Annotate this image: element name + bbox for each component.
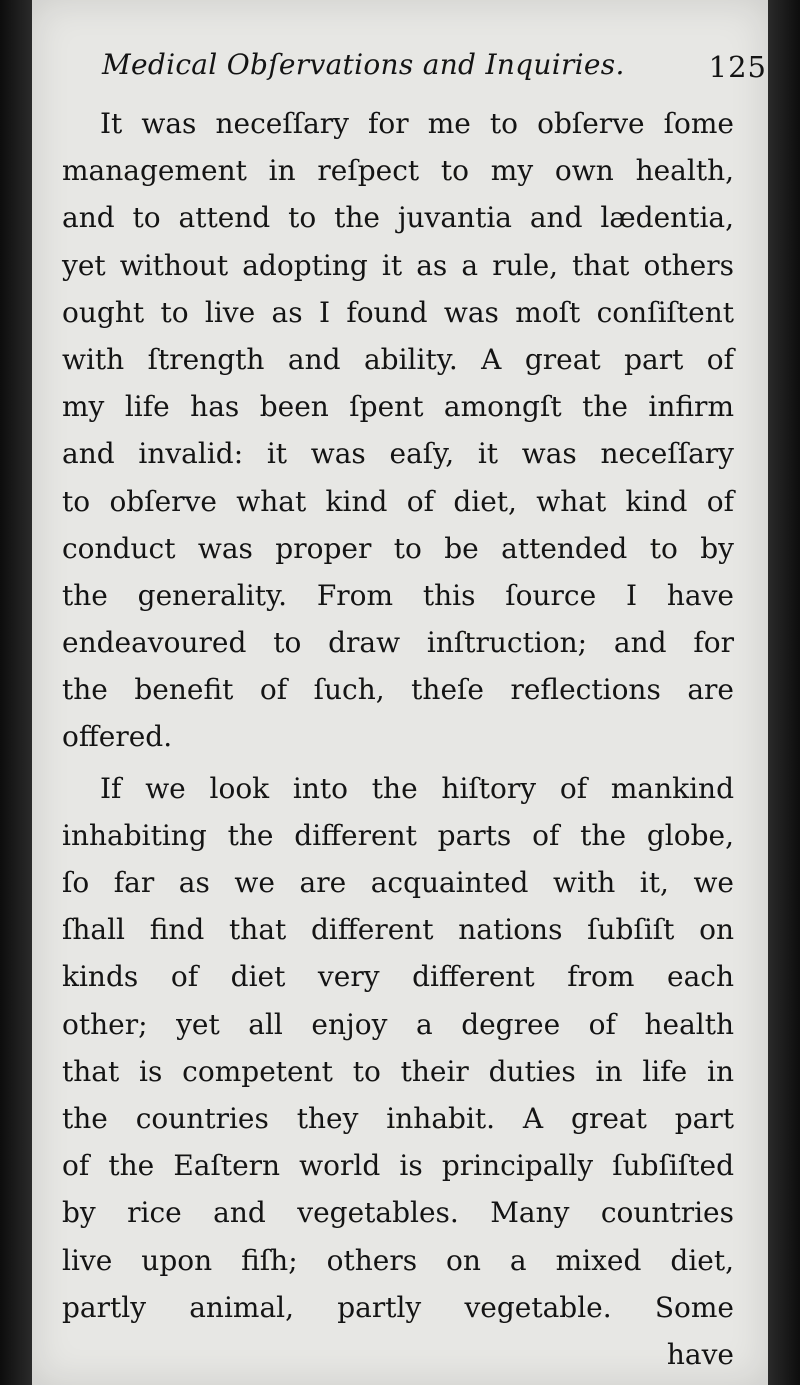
- text-line: If we look into the hiſtory of mankind: [100, 771, 734, 805]
- text-line: live upon fiſh; others on a mixed diet,: [62, 1243, 734, 1277]
- scan-left-border: [0, 0, 32, 1385]
- text-line: other; yet all enjoy a degree of health: [62, 1007, 734, 1041]
- catchword: have: [666, 1337, 734, 1371]
- scan-right-border: [768, 0, 800, 1385]
- text-line: partly animal, partly vegetable. Some: [62, 1290, 734, 1324]
- text-line: my life has been ſpent amongſt the infirm: [62, 390, 734, 424]
- text-line: to obſerve what kind of diet, what kind of: [62, 484, 734, 518]
- text-line: inhabiting the different parts of the globe,: [62, 818, 734, 852]
- page-number: 125: [708, 50, 767, 84]
- text-line: by rice and vegetables. Many countries: [62, 1196, 734, 1230]
- paragraph-1: [62, 100, 734, 761]
- body-text: [62, 100, 734, 1378]
- book-page: [32, 0, 768, 1385]
- text-line: ſhall find that different nations ſubſiſt on: [62, 913, 734, 947]
- text-line: that is competent to their duties in life in: [62, 1054, 734, 1088]
- text-line: conduct was proper to be attended to by: [62, 531, 734, 565]
- text-line: It was neceſſary for me to obſerve ſome: [100, 107, 734, 140]
- text-line: of the Eaſtern world is principally ſubſiſted: [62, 1149, 734, 1183]
- text-line: the benefit of ſuch, theſe reflections are: [62, 673, 734, 707]
- running-title: Medical Obſervations and Inquiries.: [102, 48, 625, 81]
- text-line: endeavoured to draw inſtruction; and for: [62, 626, 734, 660]
- text-line: offered.: [62, 720, 173, 754]
- paragraph-2: [62, 765, 734, 1378]
- text-line: and invalid: it was eaſy, it was neceſſary: [62, 437, 734, 471]
- text-line: the countries they inhabit. A great part: [62, 1101, 734, 1135]
- text-line: with ſtrength and ability. A great part of: [62, 342, 734, 376]
- text-line: ought to live as I found was moſt conſiſtent: [62, 295, 734, 329]
- page-header: [102, 42, 767, 94]
- text-line: ſo far as we are acquainted with it, we: [62, 866, 734, 899]
- text-line: yet without adopting it as a rule, that others: [62, 248, 734, 282]
- text-line: and to attend to the juvantia and lædentia,: [62, 201, 734, 235]
- text-line: the generality. From this ſource I have: [62, 578, 734, 612]
- text-line: management in reſpect to my own health,: [62, 154, 734, 188]
- text-line: kinds of diet very different from each: [62, 960, 734, 994]
